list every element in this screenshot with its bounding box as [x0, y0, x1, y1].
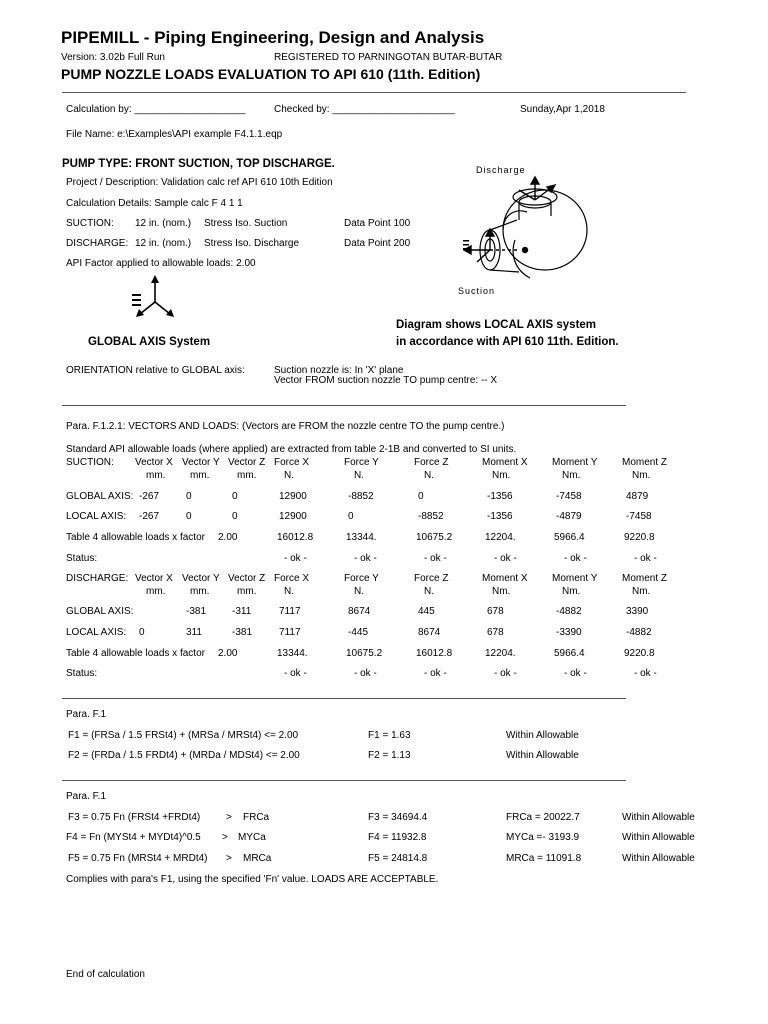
- file-name: File Name: e:\Examples\API example F4.1.1.eqp: [66, 129, 283, 140]
- table-cell: 12204.: [485, 532, 516, 543]
- table-cell: 0: [232, 491, 238, 502]
- result-f1: F1 = 1.63: [368, 730, 411, 741]
- date-text: Sunday,Apr 1,2018: [520, 104, 605, 115]
- table-cell: -3390: [556, 627, 582, 638]
- status-badge: - ok -: [284, 668, 307, 679]
- discharge-data-point: Data Point 200: [344, 238, 411, 249]
- equation-f1: F1 = (FRSa / 1.5 FRSt4) + (MRSa / MRSt4) <= 2.00: [68, 730, 299, 741]
- limit-f4: MYCa: [238, 832, 266, 843]
- status-badge: - ok -: [424, 668, 447, 679]
- table-header-cell: Force X: [274, 457, 310, 468]
- section-divider: [62, 780, 626, 781]
- table-header-cell: Vector X: [135, 573, 173, 584]
- table-header-cell: Vector Y: [182, 457, 220, 468]
- table-cell: 16012.8: [416, 648, 453, 659]
- table-unit-cell: mm.: [190, 470, 210, 481]
- value-f3: FRCa = 20022.7: [506, 812, 580, 823]
- global-axis-label: GLOBAL AXIS System: [88, 336, 211, 348]
- table-header-cell: Moment Y: [552, 457, 598, 468]
- status-f2: Within Allowable: [506, 750, 579, 761]
- document-subtitle: PUMP NOZZLE LOADS EVALUATION TO API 610 (11th. Edition): [61, 66, 481, 82]
- table-header-cell: Moment Z: [622, 457, 668, 468]
- table-cell: 8674: [348, 606, 371, 617]
- status-badge: - ok -: [424, 553, 447, 564]
- table-cell: 0: [186, 511, 192, 522]
- table-cell: 678: [487, 606, 504, 617]
- table-unit-cell: Nm.: [632, 586, 651, 597]
- table-unit-cell: Nm.: [632, 470, 651, 481]
- result-f4: F4 = 11932.8: [368, 832, 427, 843]
- table-unit-cell: mm.: [146, 470, 166, 481]
- table-header-cell: Vector Z: [228, 573, 266, 584]
- limit-f5: MRCa: [243, 853, 272, 864]
- table-cell: 0: [186, 491, 192, 502]
- diagram-discharge-label: Discharge: [476, 165, 526, 175]
- table-cell: -4879: [556, 511, 582, 522]
- value-f5: MRCa = 11091.8: [506, 853, 582, 864]
- version-text: Version: 3.02b Full Run: [61, 52, 165, 63]
- complies-text: Complies with para's F1, using the specified 'Fn' value. LOADS ARE ACCEPTABLE.: [66, 874, 439, 885]
- section-divider: [62, 405, 626, 406]
- table-cell: Status:: [66, 668, 98, 679]
- table-unit-cell: mm.: [237, 470, 257, 481]
- table-header-cell: Vector X: [135, 457, 173, 468]
- table-cell: 7117: [279, 606, 301, 617]
- table-cell: 445: [418, 606, 435, 617]
- status-badge: - ok -: [354, 668, 377, 679]
- table-cell: -381: [186, 606, 207, 617]
- table-header-cell: Moment Z: [622, 573, 668, 584]
- result-f3: F3 = 34694.4: [368, 812, 428, 823]
- table-header-cell: Force Y: [344, 573, 379, 584]
- table-unit-cell: Nm.: [492, 586, 511, 597]
- table-cell: -4882: [626, 627, 652, 638]
- orientation-line1: Suction nozzle is: In 'X' plane: [274, 365, 404, 376]
- table-cell: 16012.8: [277, 532, 314, 543]
- table-cell: -1356: [487, 491, 513, 502]
- table-cell: Table 4 allowable loads x factor: [66, 648, 205, 659]
- result-f2: F2 = 1.13: [368, 750, 411, 761]
- table-cell: 311: [186, 627, 202, 638]
- table-unit-cell: mm.: [146, 586, 166, 597]
- suction-stress-iso: Stress Iso. Suction: [204, 218, 288, 229]
- table-unit-cell: Nm.: [562, 470, 581, 481]
- table-cell: LOCAL AXIS:: [66, 511, 127, 522]
- suction-size: 12 in. (nom.): [135, 218, 192, 229]
- table-cell: -381: [232, 627, 253, 638]
- table-header-cell: SUCTION:: [66, 457, 114, 468]
- status-badge: - ok -: [634, 553, 657, 564]
- table-cell: -8852: [348, 491, 374, 502]
- table-header-cell: DISCHARGE:: [66, 573, 129, 584]
- diagram-suction-label: Suction: [458, 286, 496, 296]
- table-cell: 2.00: [218, 532, 238, 543]
- table-header-cell: Moment X: [482, 573, 528, 584]
- calculation-details: Calculation Details: Sample calc F 4 1 1: [66, 198, 243, 209]
- limit-f3: FRCa: [243, 812, 270, 823]
- operator-f5: >: [226, 853, 232, 864]
- pump-diagram: [455, 160, 595, 300]
- equation-f2: F2 = (FRDa / 1.5 FRDt4) + (MRDa / MDSt4) <= 2.00: [68, 750, 300, 761]
- table-cell: GLOBAL AXIS:: [66, 606, 134, 617]
- operator-f3: >: [226, 812, 232, 823]
- table-cell: -445: [348, 627, 369, 638]
- pump-type: PUMP TYPE: FRONT SUCTION, TOP DISCHARGE.: [62, 158, 335, 170]
- result-f5: F5 = 24814.8: [368, 853, 428, 864]
- table-cell: 0: [139, 627, 145, 638]
- table-header-cell: Force Z: [414, 457, 449, 468]
- table-cell: 8674: [418, 627, 441, 638]
- status-badge: - ok -: [564, 668, 587, 679]
- local-axis-line2: in accordance with API 610 11th. Edition.: [396, 336, 619, 348]
- status-badge: - ok -: [494, 668, 517, 679]
- table-header-cell: Force Z: [414, 573, 449, 584]
- status-f5: Within Allowable: [622, 853, 695, 864]
- status-badge: - ok -: [494, 553, 517, 564]
- operator-f4: >: [222, 832, 228, 843]
- table-cell: Table 4 allowable loads x factor: [66, 532, 205, 543]
- project-description: Project / Description: Validation calc ref API 610 10th Edition: [66, 177, 333, 188]
- table-cell: -267: [139, 511, 160, 522]
- para-f1-heading: Para. F.1: [66, 709, 107, 720]
- table-cell: -7458: [626, 511, 652, 522]
- table-header-cell: Force Y: [344, 457, 379, 468]
- table-cell: GLOBAL AXIS:: [66, 491, 134, 502]
- table-cell: 3390: [626, 606, 649, 617]
- table-cell: -7458: [556, 491, 582, 502]
- table-unit-cell: Nm.: [492, 470, 511, 481]
- header-divider: [62, 92, 686, 93]
- status-f1: Within Allowable: [506, 730, 579, 741]
- table-cell: 10675.2: [416, 532, 453, 543]
- para-f121-heading: Para. F.1.2.1: VECTORS AND LOADS: (Vectors are FROM the nozzle centre TO the pump centre.): [66, 421, 505, 432]
- table-cell: -267: [139, 491, 160, 502]
- suction-data-point: Data Point 100: [344, 218, 411, 229]
- table-cell: 0: [418, 491, 424, 502]
- status-badge: - ok -: [564, 553, 587, 564]
- checked-by: Checked by: ______________________: [274, 104, 455, 115]
- discharge-stress-iso: Stress Iso. Discharge: [204, 238, 300, 249]
- table-cell: 12900: [279, 511, 307, 522]
- global-axis-icon: [128, 274, 184, 322]
- table-cell: 5966.4: [554, 648, 585, 659]
- local-axis-line1: Diagram shows LOCAL AXIS system: [396, 319, 597, 331]
- table-cell: 2.00: [218, 648, 238, 659]
- table-cell: 5966.4: [554, 532, 585, 543]
- discharge-size: 12 in. (nom.): [135, 238, 192, 249]
- table-cell: -311: [232, 606, 252, 617]
- table-cell: 678: [487, 627, 504, 638]
- table-unit-cell: mm.: [237, 586, 257, 597]
- table-cell: 10675.2: [346, 648, 383, 659]
- suction-label: SUCTION:: [66, 218, 114, 229]
- table-header-cell: Moment Y: [552, 573, 598, 584]
- table-header-cell: Moment X: [482, 457, 528, 468]
- table-unit-cell: N.: [354, 470, 364, 481]
- table-cell: 4879: [626, 491, 649, 502]
- table-cell: 9220.8: [624, 532, 655, 543]
- table-unit-cell: mm.: [190, 586, 210, 597]
- orientation-line2: Vector FROM suction nozzle TO pump centre: -- X: [274, 375, 498, 386]
- value-f4: MYCa =- 3193.9: [506, 832, 580, 843]
- discharge-label: DISCHARGE:: [66, 238, 129, 249]
- table-cell: -8852: [418, 511, 444, 522]
- table-header-cell: Vector Y: [182, 573, 220, 584]
- table-unit-cell: N.: [284, 586, 294, 597]
- end-of-calculation: End of calculation: [66, 969, 145, 980]
- table-cell: 12204.: [485, 648, 516, 659]
- para-f121-note: Standard API allowable loads (where applied) are extracted from table 2-1B and converted to SI units.: [66, 444, 517, 455]
- table-cell: 9220.8: [624, 648, 655, 659]
- equation-f4: F4 = Fn (MYSt4 + MYDt4)^0.5: [66, 832, 201, 843]
- table-cell: -1356: [487, 511, 513, 522]
- status-badge: - ok -: [634, 668, 657, 679]
- table-header-cell: Vector Z: [228, 457, 266, 468]
- table-header-cell: Force X: [274, 573, 310, 584]
- equation-f3: F3 = 0.75 Fn (FRSt4 +FRDt4): [68, 812, 201, 823]
- table-unit-cell: Nm.: [562, 586, 581, 597]
- status-badge: - ok -: [284, 553, 307, 564]
- table-cell: 7117: [279, 627, 301, 638]
- section-divider: [62, 698, 626, 699]
- para-f1-heading: Para. F.1: [66, 791, 107, 802]
- table-cell: -4882: [556, 606, 582, 617]
- registered-text: REGISTERED TO PARNINGOTAN BUTAR-BUTAR: [274, 52, 503, 63]
- table-cell: 12900: [279, 491, 307, 502]
- table-unit-cell: N.: [424, 470, 434, 481]
- table-cell: 0: [232, 511, 238, 522]
- status-f4: Within Allowable: [622, 832, 695, 843]
- table-cell: Status:: [66, 553, 98, 564]
- table-unit-cell: N.: [284, 470, 294, 481]
- equation-f5: F5 = 0.75 Fn (MRSt4 + MRDt4): [68, 853, 208, 864]
- calculation-by: Calculation by: ____________________: [66, 104, 246, 115]
- table-cell: 13344.: [277, 648, 308, 659]
- orientation-label: ORIENTATION relative to GLOBAL axis:: [66, 365, 245, 376]
- table-unit-cell: N.: [424, 586, 434, 597]
- status-f3: Within Allowable: [622, 812, 695, 823]
- table-cell: 0: [348, 511, 354, 522]
- api-factor: API Factor applied to allowable loads: 2.00: [66, 258, 256, 269]
- table-cell: LOCAL AXIS:: [66, 627, 127, 638]
- table-cell: 13344.: [346, 532, 377, 543]
- status-badge: - ok -: [354, 553, 377, 564]
- table-unit-cell: N.: [354, 586, 364, 597]
- document-title: PIPEMILL - Piping Engineering, Design and Analysis: [61, 28, 485, 47]
